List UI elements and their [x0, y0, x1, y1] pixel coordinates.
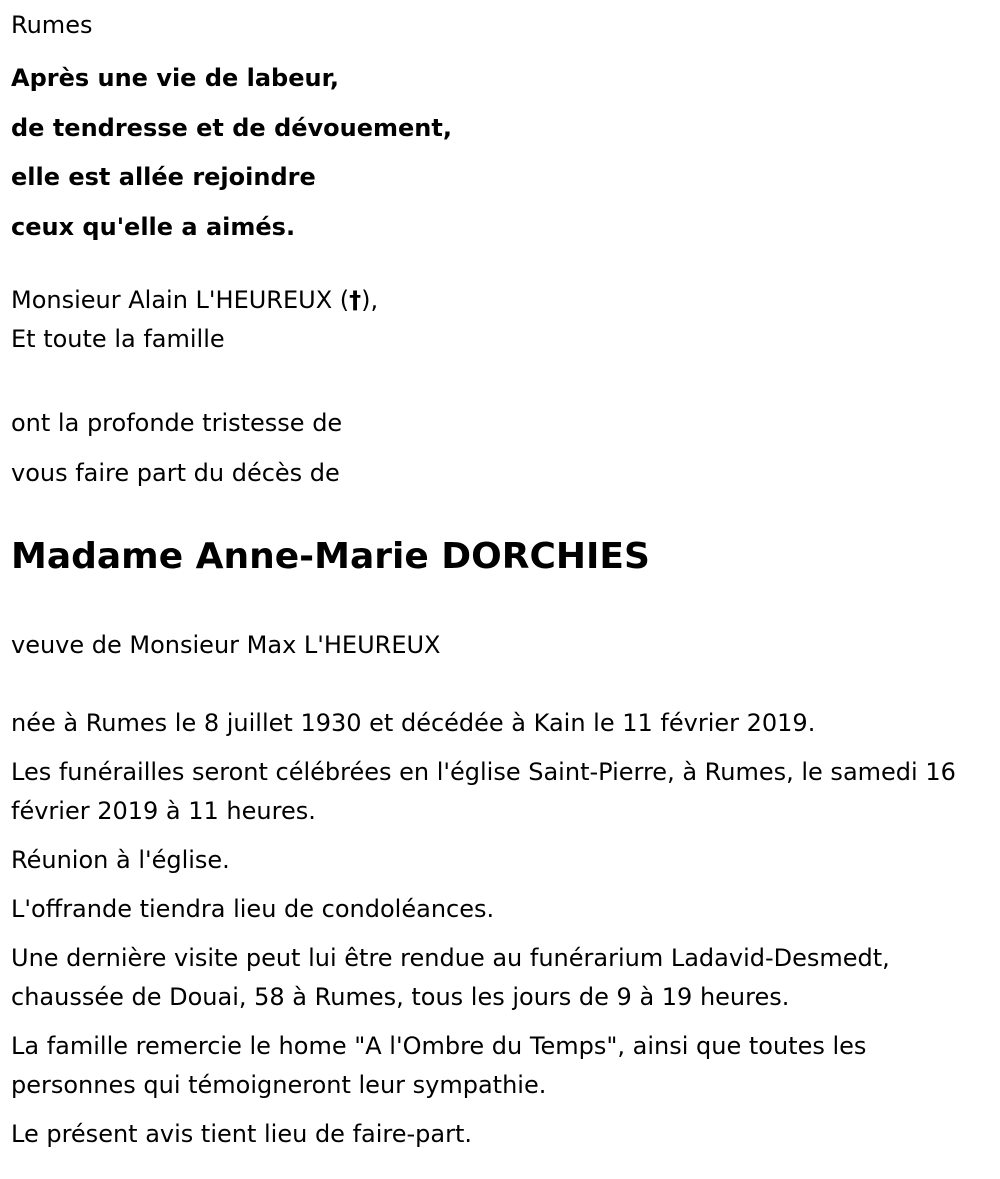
- widow-of-text: veuve de Monsieur Max L'HEUREUX: [11, 631, 441, 659]
- family-member-name: Monsieur Alain L'HEUREUX (: [11, 286, 350, 314]
- family-block: [11, 281, 1000, 359]
- verse-block: [11, 54, 1000, 252]
- notice-paragraph: Le présent avis tient lieu de faire-part.: [11, 1120, 473, 1148]
- intro-line-2: vous faire part du décès de: [11, 458, 340, 487]
- family-line-2: Et toute la famille: [11, 325, 225, 353]
- deceased-name: Madame Anne-Marie DORCHIES: [11, 536, 650, 577]
- verse-line-2: de tendresse et de dévouement,: [11, 113, 452, 142]
- intro-line-1: ont la profonde tristesse de: [11, 409, 343, 437]
- meeting-paragraph: Réunion à l'église.: [11, 846, 230, 874]
- funeral-paragraph: Les funérailles seront célébrées en l'église Saint-Pierre, à Rumes, le samedi 16 février 2019 à 11 heures.: [11, 758, 956, 825]
- cross-icon: †: [349, 286, 362, 314]
- family-line-1-suffix: ),: [361, 286, 379, 314]
- verse-line-1: Après une vie de labeur,: [11, 64, 340, 92]
- offering-paragraph: L'offrande tiendra lieu de condoléances.: [11, 895, 495, 923]
- location-text: Rumes: [11, 11, 93, 39]
- announcement-intro: [11, 399, 1000, 498]
- birth-death-paragraph: née à Rumes le 8 juillet 1930 et décédée à Kain le 11 février 2019.: [11, 709, 816, 737]
- thanks-paragraph: La famille remercie le home "A l'Ombre du Temps", ainsi que toutes les personnes qui témoigneront leur sympathie.: [11, 1032, 867, 1099]
- visit-paragraph: Une dernière visite peut lui être rendue au funérarium Ladavid-Desmedt, chaussée de Douai, 58 à Rumes, tous les jours de 9 à 19 heures.: [11, 944, 890, 1011]
- details-block: [11, 704, 1000, 1154]
- obituary-notice: [0, 5, 1000, 1179]
- verse-line-4: ceux qu'elle a aimés.: [11, 212, 296, 241]
- verse-line-3: elle est allée rejoindre: [11, 163, 316, 191]
- family-line-1: [11, 281, 1000, 320]
